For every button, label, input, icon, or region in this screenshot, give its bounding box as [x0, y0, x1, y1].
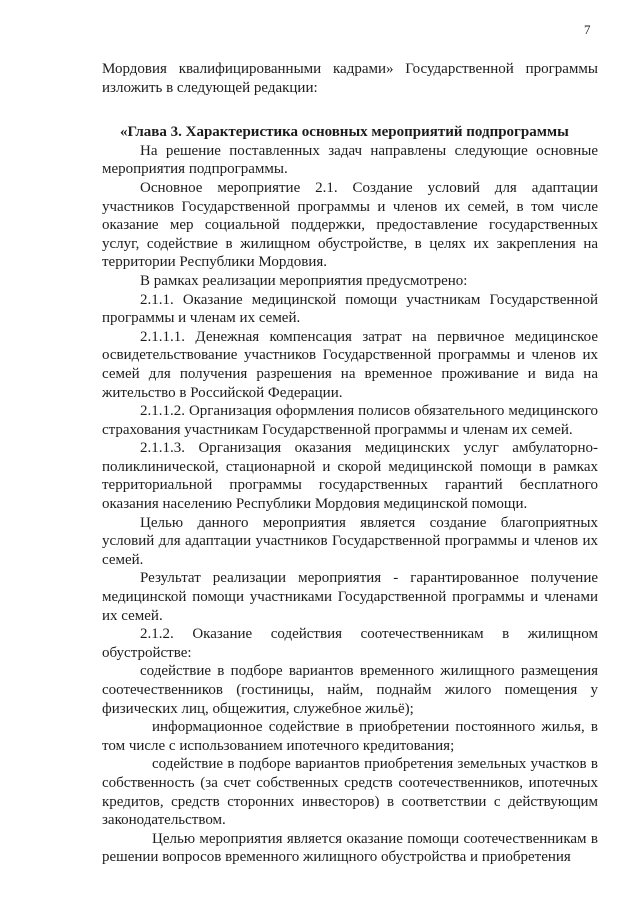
paragraph-1: На решение поставленных задач направлены следующие основные мероприятия подпрограммы.	[102, 142, 598, 178]
paragraph-11: содействие в подборе вариантов временного жилищного размещения соотечественников (гостиницы, найм, поднайм жилого помещения у физических лиц, общежития, служебное жильё);	[102, 663, 598, 717]
paragraph-3: В рамках реализации мероприятия предусмотрено:	[140, 272, 468, 289]
paragraph-5: 2.1.1.1. Денежная компенсация затрат на первичное медицинское освидетельствование участников Государственной программы и членов их семей для получения разрешения на временное проживание и вида на жительство в Российской Федерации.	[102, 328, 598, 401]
document-body	[102, 60, 598, 867]
paragraph-14: Целью мероприятия является оказание помощи соотечественникам в решении вопросов временного жилищного обустройства и приобретения	[102, 830, 598, 866]
paragraph-2: Основное мероприятие 2.1. Создание условий для адаптации участников Государственной программы и членов их семей, в том числе оказание мер социальной поддержки, предоставление государственных услуг, содействие в жилищном обустройстве, в целях их закрепления на территории Республики Мордовия.	[102, 179, 598, 271]
paragraph-6: 2.1.1.2. Организация оформления полисов обязательного медицинского страхования участникам Государственной программы и членам их семей.	[102, 403, 598, 438]
paragraph-8: Целью данного мероприятия является создание благоприятных условий для адаптации участников Государственной программы и членов их семей.	[102, 514, 598, 568]
chapter-heading: «Глава 3. Характеристика основных мероприятий подпрограммы	[120, 124, 569, 141]
page-number: 7	[584, 22, 591, 37]
paragraph-7: 2.1.1.3. Организация оказания медицинских услуг амбулаторно-поликлинической, стационарной и скорой медицинской помощи в рамках территориальной программы государственных гарантий бесплатного оказания населению Республики Мордовия медицинской помощи.	[102, 440, 598, 513]
intro-paragraph: Мордовия квалифицированными кадрами» Государственной программы изложить в следующей редакции:	[102, 61, 598, 96]
paragraph-13: содействие в подборе вариантов приобретения земельных участков в собственность (за счет собственных средств соотечественников, ипотечных кредитов, средств сторонних инвесторов) в соответствии с действующим законодательством.	[102, 756, 598, 829]
paragraph-10: 2.1.2. Оказание содействия соотечественникам в жилищном обустройстве:	[102, 626, 598, 661]
paragraph-4: 2.1.1. Оказание медицинской помощи участникам Государственной программы и членам их семей.	[102, 291, 598, 327]
paragraph-12: информационное содействие в приобретении постоянного жилья, в том числе с использованием ипотечного кредитования;	[102, 719, 598, 754]
paragraph-9: Результат реализации мероприятия - гарантированное получение медицинской помощи участниками Государственной программы и членами их семей.	[102, 570, 598, 624]
